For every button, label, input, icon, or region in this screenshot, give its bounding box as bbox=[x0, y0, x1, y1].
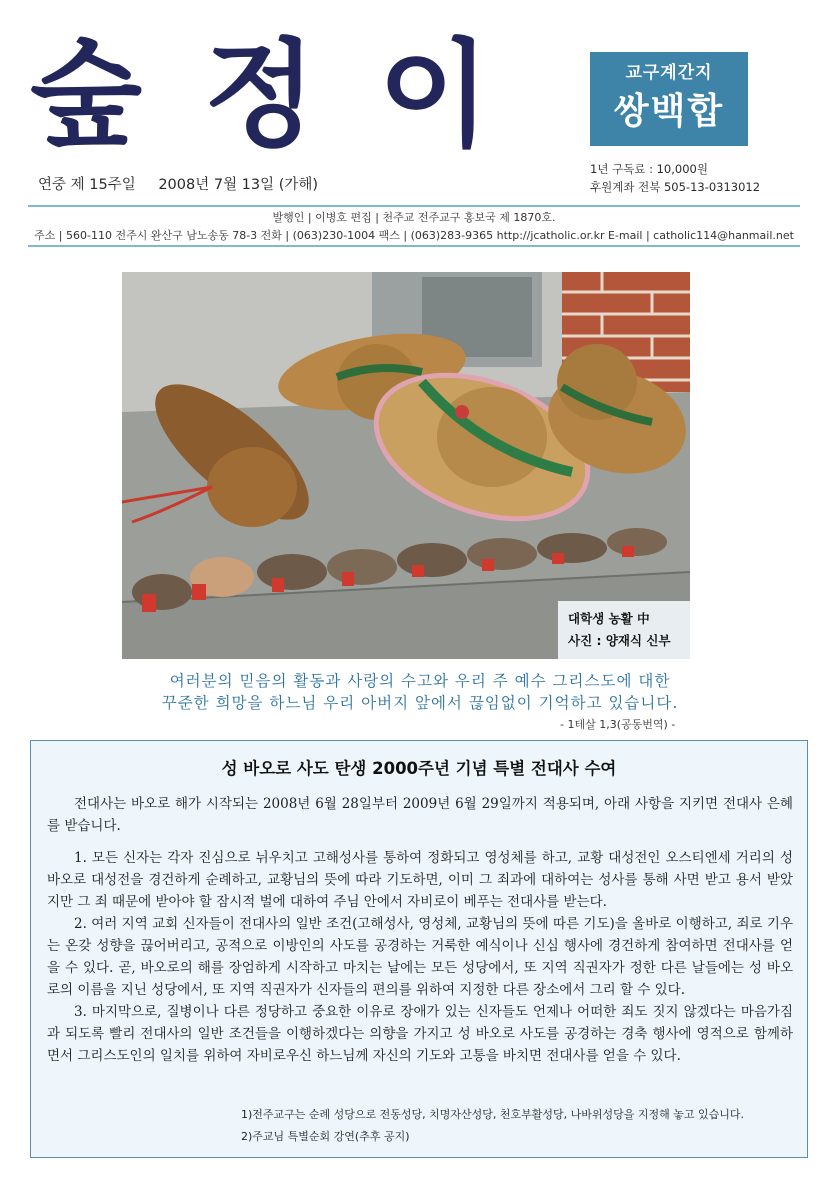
scripture-quote bbox=[110, 670, 730, 714]
scripture-quote-line-2: 꾸준한 희망을 하느님 우리 아버지 앞에서 끊임없이 기억하고 있습니다. bbox=[161, 694, 679, 712]
article-body bbox=[31, 779, 807, 1067]
weekly-badge bbox=[590, 52, 748, 146]
article-item-2: 2. 여러 지역 교회 신자들이 전대사의 일반 조건(고해성사, 영성체, 교황님의 뜻에 따른 기도)을 올바로 이행하고, 죄로 기우는 온갖 성향을 끊어버리고, 공적으로 이방인의 사도를 공경하는 거룩한 예식이나 신심 행사에 경건하게 참여하면 전대사를 얻을 수 있다. 곧, 바오로의 해를 장엄하게 시작하고 마치는 날에는 모든 성당에서, 또 지역 직권자가 정한 다른 날들에는 성 바오로의 이름을 지닌 성당에서, 또 지역 직권자가 신자들의 편의를 위하여 지정한 다른 장소에서 그리 할 수 있다. bbox=[47, 916, 793, 998]
cover-photo bbox=[122, 272, 690, 659]
weekly-badge-name: 쌍백합 bbox=[613, 90, 725, 132]
subscription-account: 후원계좌 전북 505-13-0313012 bbox=[590, 180, 761, 194]
publisher-line-2: 주소 | 560-110 전주시 완산구 남노송동 78-3 전화 | (063)230-1004 팩스 | (063)283-9365 http://jcatholic.or.kr E-mail | catholic114@hanmail.net bbox=[34, 229, 794, 242]
issue-volume: 연중 제 15주일 bbox=[38, 177, 136, 193]
issue-info bbox=[38, 173, 336, 194]
article-footnote-1: 1)전주교구는 순례 성당으로 전동성당, 치명자산성당, 천호부활성당, 나바위성당을 지정해 놓고 있습니다. bbox=[241, 1108, 745, 1121]
article-item-3: 3. 마지막으로, 질병이나 다른 정당하고 중요한 이유로 장애가 있는 신자들도 언제나 어떠한 죄도 짓지 않겠다는 마음가짐과 되도록 빨리 전대사의 일반 조건들을 이행하겠다는 의향을 가지고 성 바오로 사도를 공경하는 경축 행사에 영적으로 함께하면서 그리스도인의 일치를 위하여 자비로우신 하느님께 자신의 기도와 고통을 바치면 전대사를 얻을 수 있다. bbox=[47, 1004, 793, 1064]
scripture-source: - 1테살 1,3(공동번역) - bbox=[560, 718, 676, 731]
photo-caption-credit: 사진 : 양재식 신부 bbox=[568, 633, 671, 648]
article-intro: 전대사는 바오로 해가 시작되는 2008년 6월 28일부터 2009년 6월 29일까지 적용되며, 아래 사항을 지키면 전대사 은혜를 받습니다. bbox=[47, 796, 793, 834]
publisher-line-1: 발행인 | 이병호 편집 | 천주교 전주교구 홍보국 제 1870호. bbox=[272, 211, 556, 224]
photo-caption bbox=[558, 601, 690, 659]
publisher-bar bbox=[28, 205, 800, 247]
subscription-fee: 1년 구독료 : 10,000원 bbox=[590, 162, 708, 176]
photo-caption-title: 대학생 농활 中 bbox=[568, 611, 650, 626]
issue-date: 2008년 7월 13일 (가해) bbox=[158, 177, 319, 193]
article-item-1: 1. 모든 신자는 각자 진심으로 뉘우치고 고해성사를 통하여 정화되고 영성체를 하고, 교황 대성전인 오스티엔세 거리의 성 바오로 대성전을 경건하게 순례하고, 교황님의 뜻에 따라 기도하면, 이미 그 죄과에 대하여는 성사를 통해 사면 받고 용서 받았지만 그 죄 때문에 받아야 할 잠시적 벌에 대하여 주님 안에서 자비로이 베푸는 전대사를 받는다. bbox=[47, 850, 793, 910]
article-title: 성 바오로 사도 탄생 2000주년 기념 특별 전대사 수여 bbox=[221, 759, 617, 778]
scripture-quote-line-1: 여러분의 믿음의 활동과 사랑의 수고와 우리 주 예수 그리스도에 대한 bbox=[169, 672, 671, 690]
masthead-title: 숲정이 bbox=[30, 27, 553, 163]
subscription-info bbox=[590, 160, 760, 196]
weekly-badge-subtitle: 교구계간지 bbox=[625, 63, 713, 83]
article-footnotes bbox=[241, 1104, 744, 1148]
article-box bbox=[30, 740, 808, 1158]
article-footnote-2: 2)주교님 특별순회 강연(추후 공지) bbox=[241, 1130, 410, 1143]
